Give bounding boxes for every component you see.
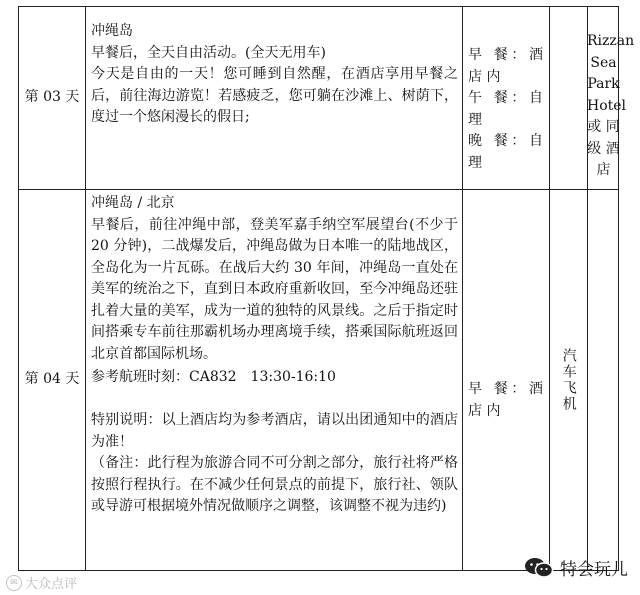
transport-text: 汽车飞机	[560, 347, 577, 412]
desc-line: 早餐后，全天自由活动。(全天无用车)	[91, 44, 326, 61]
day-description	[85, 19, 462, 129]
meal-line: 理	[468, 154, 482, 171]
meal-line: 理	[468, 111, 482, 128]
hotel-line: Park	[587, 76, 620, 92]
desc-line: （备注：此行程为旅游合同不可分割之部分，旅行社将严格按照行程执行。在不减少任何景点的前提下，旅行社、领队或导游可根据境外情况做顺序之调整，该调整不视为违约)	[91, 455, 458, 514]
meal-line: 店 内	[468, 402, 501, 419]
desc-line: 参考航班时刻：CA832 13:30-16:10	[91, 369, 336, 385]
watermark-left	[6, 573, 77, 592]
watermark-right-text: 特会玩儿	[560, 560, 628, 580]
table-row	[19, 189, 618, 570]
desc-line: 冲绳岛	[91, 23, 133, 39]
day-label: 第 04 天	[24, 370, 80, 387]
hotel-line: 店	[596, 162, 611, 178]
transport-cell	[549, 7, 587, 189]
weibo-icon: ✉	[6, 575, 22, 591]
watermark-right	[524, 555, 628, 580]
hotel-line: Hotel	[587, 97, 627, 114]
watermark-left-text: 大众点评	[25, 577, 78, 592]
meal-line: 早 餐：酒	[468, 381, 543, 397]
transport-cell	[549, 189, 587, 570]
hotel-cell	[587, 189, 620, 207]
desc-line: 特别说明：以上酒店均为参考酒店，请以出团通知中的酒店为准！	[91, 412, 458, 450]
day-label: 第 03 天	[24, 89, 80, 106]
spacer	[91, 389, 458, 411]
meals-cell	[462, 375, 549, 422]
desc-line: 冲绳岛 / 北京	[91, 195, 175, 211]
desc-line: 今天是自由的一天！您可睡到自然醒，在酒店享用早餐之后，前往海边游览！若感疲乏，您可躺在沙滩上、树荫下，度过一个悠闲漫长的假日;	[91, 66, 458, 125]
hotel-line: Sea	[590, 54, 617, 71]
hotel-line: 级 酒	[587, 140, 620, 157]
meal-line: 早 餐：酒	[468, 47, 543, 63]
divider	[587, 189, 588, 570]
wechat-icon	[524, 557, 554, 579]
hotel-line: Rizzan	[587, 33, 635, 49]
hotel-line: 或 同	[587, 119, 620, 135]
meal-line: 午 餐：自	[468, 90, 543, 106]
meals-cell	[462, 41, 549, 174]
hotel-cell	[587, 13, 635, 182]
table-row	[19, 7, 635, 190]
meal-line: 晚 餐：自	[468, 133, 543, 149]
day-description	[85, 191, 462, 518]
desc-line: 早餐后，前往冲绳中部，登美军嘉手纳空军展望台(不少于 20 分钟)，二战爆发后，冲绳岛做为日本唯一的陆地战区，全岛化为一片瓦砾。在战后大约 30 年间，冲绳岛一直处在美军的统治之下，直到日本政府重新收回，至今冲绳岛还驻扎着大量的美军，成为一道的独特的风景线。之后于指定时间搭乘专车前往那霸机场办理离境手续，搭乘国际航班返回北京首都国际机场。	[91, 216, 458, 362]
meal-line: 店 内	[468, 68, 501, 85]
